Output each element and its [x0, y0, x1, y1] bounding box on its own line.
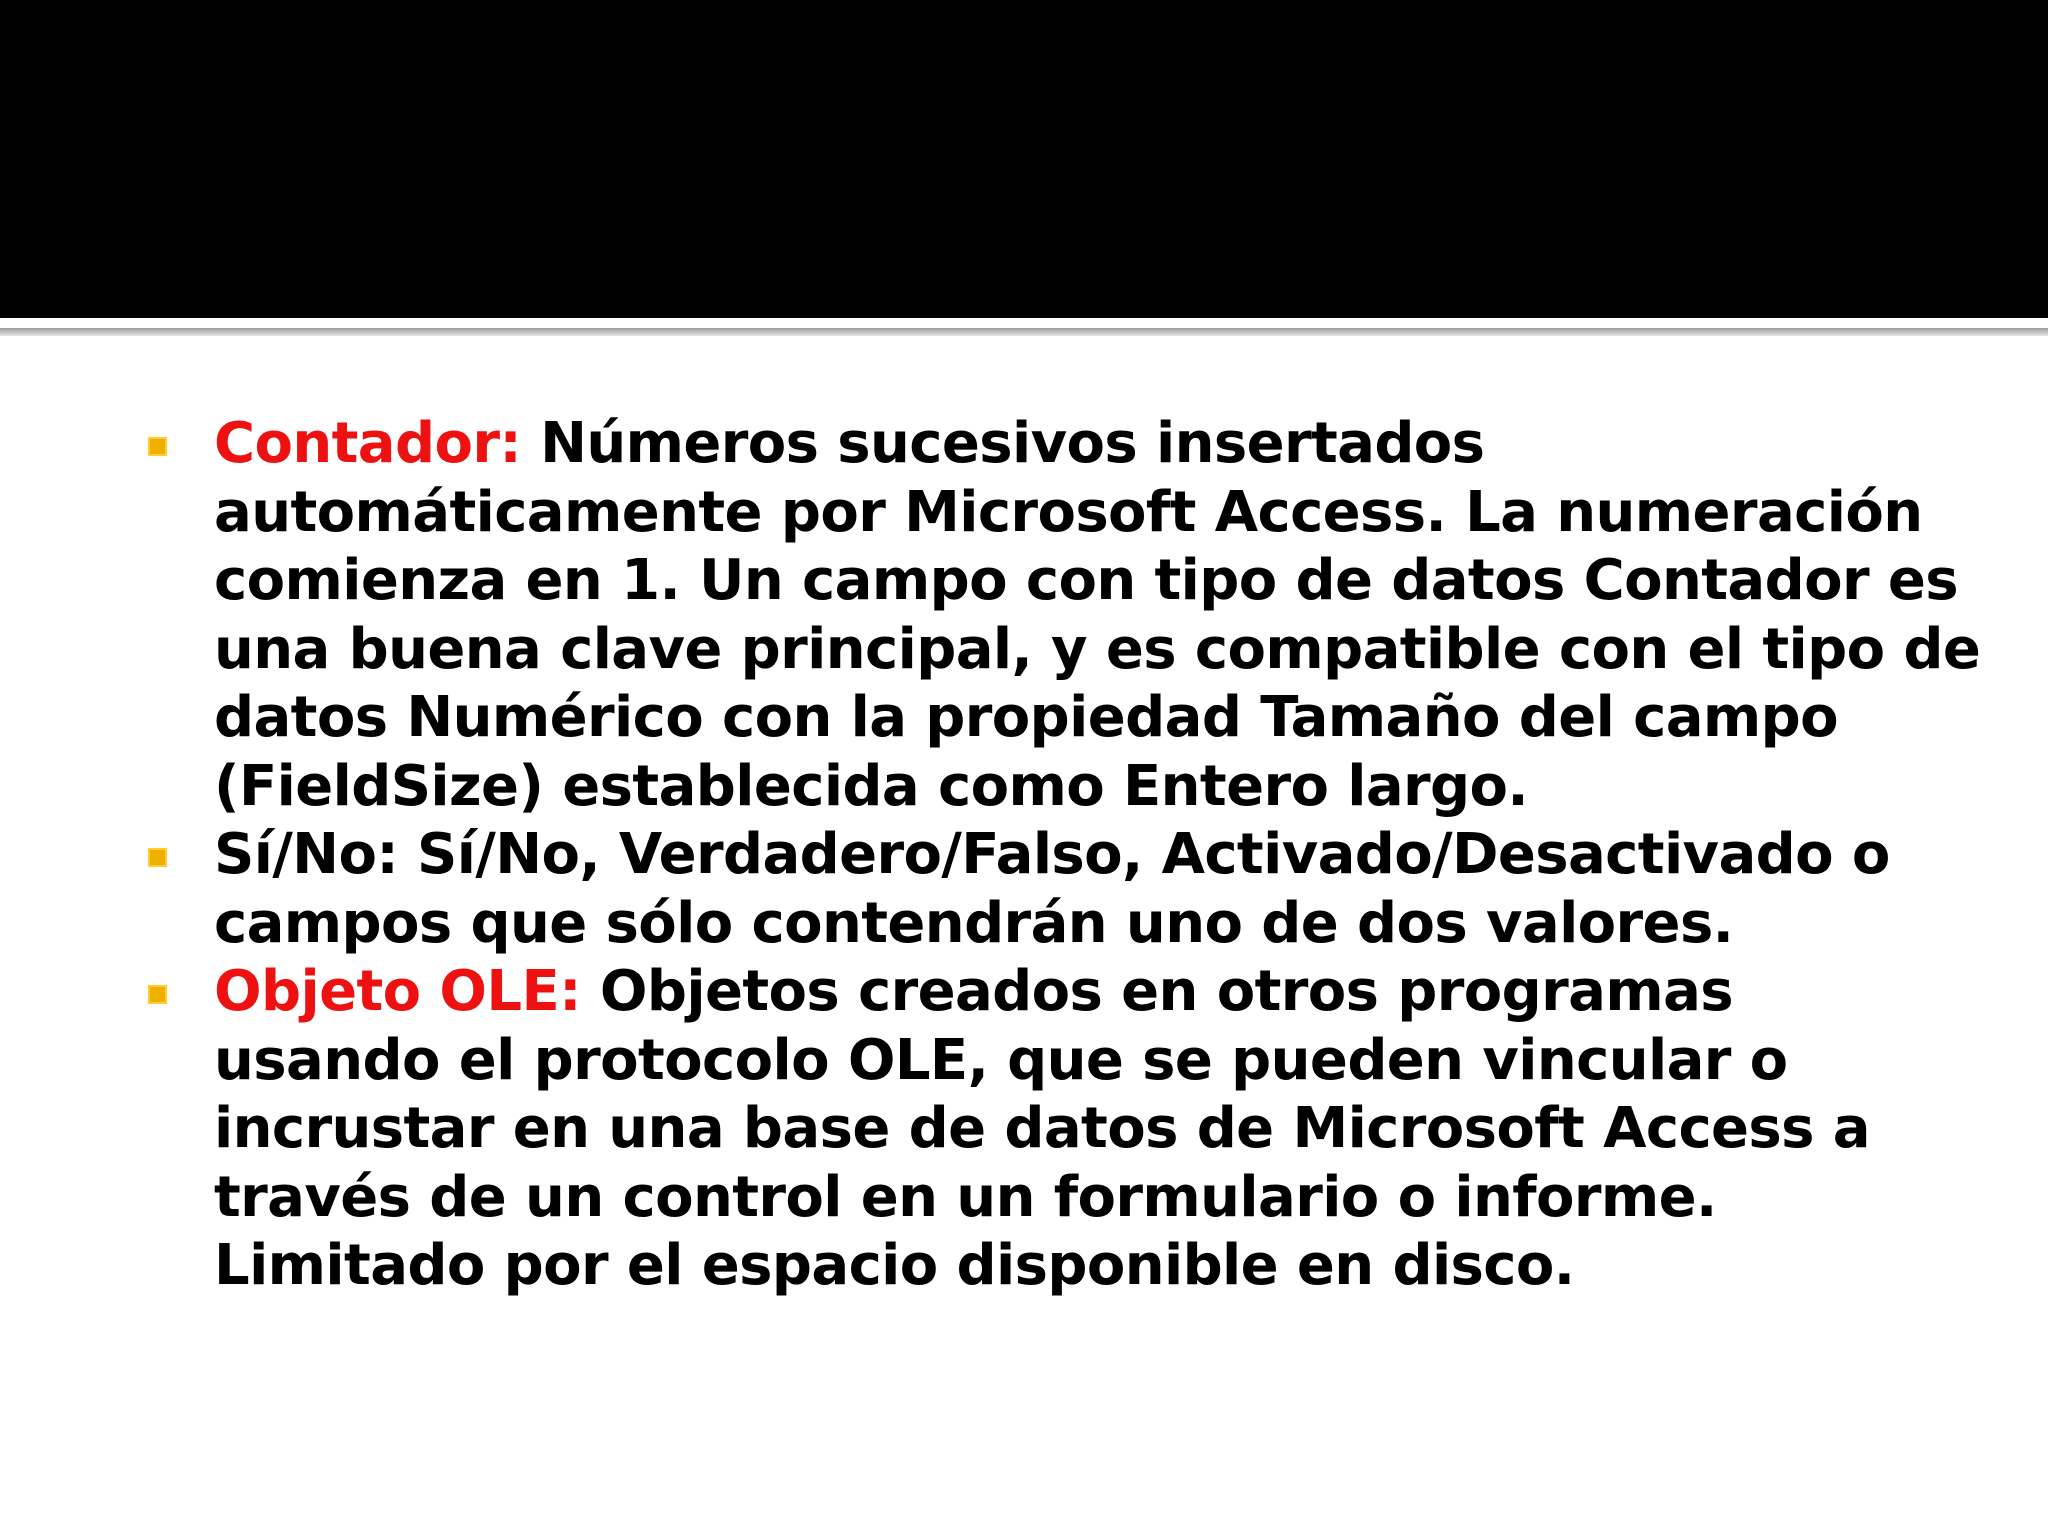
- bullet-text: Números sucesivos insertados: [540, 411, 1485, 476]
- bullet-line: una buena clave principal, y es compatible con el tipo de: [214, 616, 1981, 682]
- title-divider: [0, 328, 2048, 336]
- square-bullet-icon: [148, 848, 167, 867]
- bullet-line: campos que sólo contendrán uno de dos valores.: [214, 890, 1734, 956]
- square-bullet-icon: [148, 985, 167, 1004]
- bullet-line: Limitado por el espacio disponible en disco.: [214, 1233, 1575, 1298]
- bullet-line: Sí/No: Sí/No, Verdadero/Falso, Activado/Desactivado o: [214, 822, 1890, 887]
- bullet-line: datos Numérico con la propiedad Tamaño del campo: [214, 685, 1838, 750]
- bullet-item-objeto-ole: [138, 958, 1958, 1301]
- bullet-line: [214, 410, 1958, 479]
- bullet-line: través de un control en un formulario o informe.: [214, 1164, 1717, 1230]
- bullet-list: [138, 410, 1981, 1301]
- bullet-line: (FieldSize) establecida como Entero largo.: [214, 753, 1529, 819]
- bullet-line: usando el protocolo OLE, que se pueden vincular o: [214, 1027, 1788, 1093]
- bullet-line: automáticamente por Microsoft Access. La numeración: [214, 479, 1923, 545]
- bullet-item-si-no: [138, 821, 1958, 958]
- square-bullet-icon: [148, 437, 167, 456]
- content-area: [138, 410, 1981, 1301]
- title-bar: [0, 0, 2048, 318]
- bullet-line: comienza en 1. Un campo con tipo de datos Contador es: [214, 548, 1958, 613]
- term-contador: Contador:: [214, 411, 522, 476]
- bullet-text: Objetos creados en otros programas: [599, 959, 1734, 1024]
- bullet-line: [214, 958, 1958, 1027]
- term-objeto-ole: Objeto OLE:: [214, 959, 581, 1024]
- bullet-line: incrustar en una base de datos de Microsoft Access a: [214, 1096, 1870, 1161]
- bullet-item-contador: [138, 410, 1981, 821]
